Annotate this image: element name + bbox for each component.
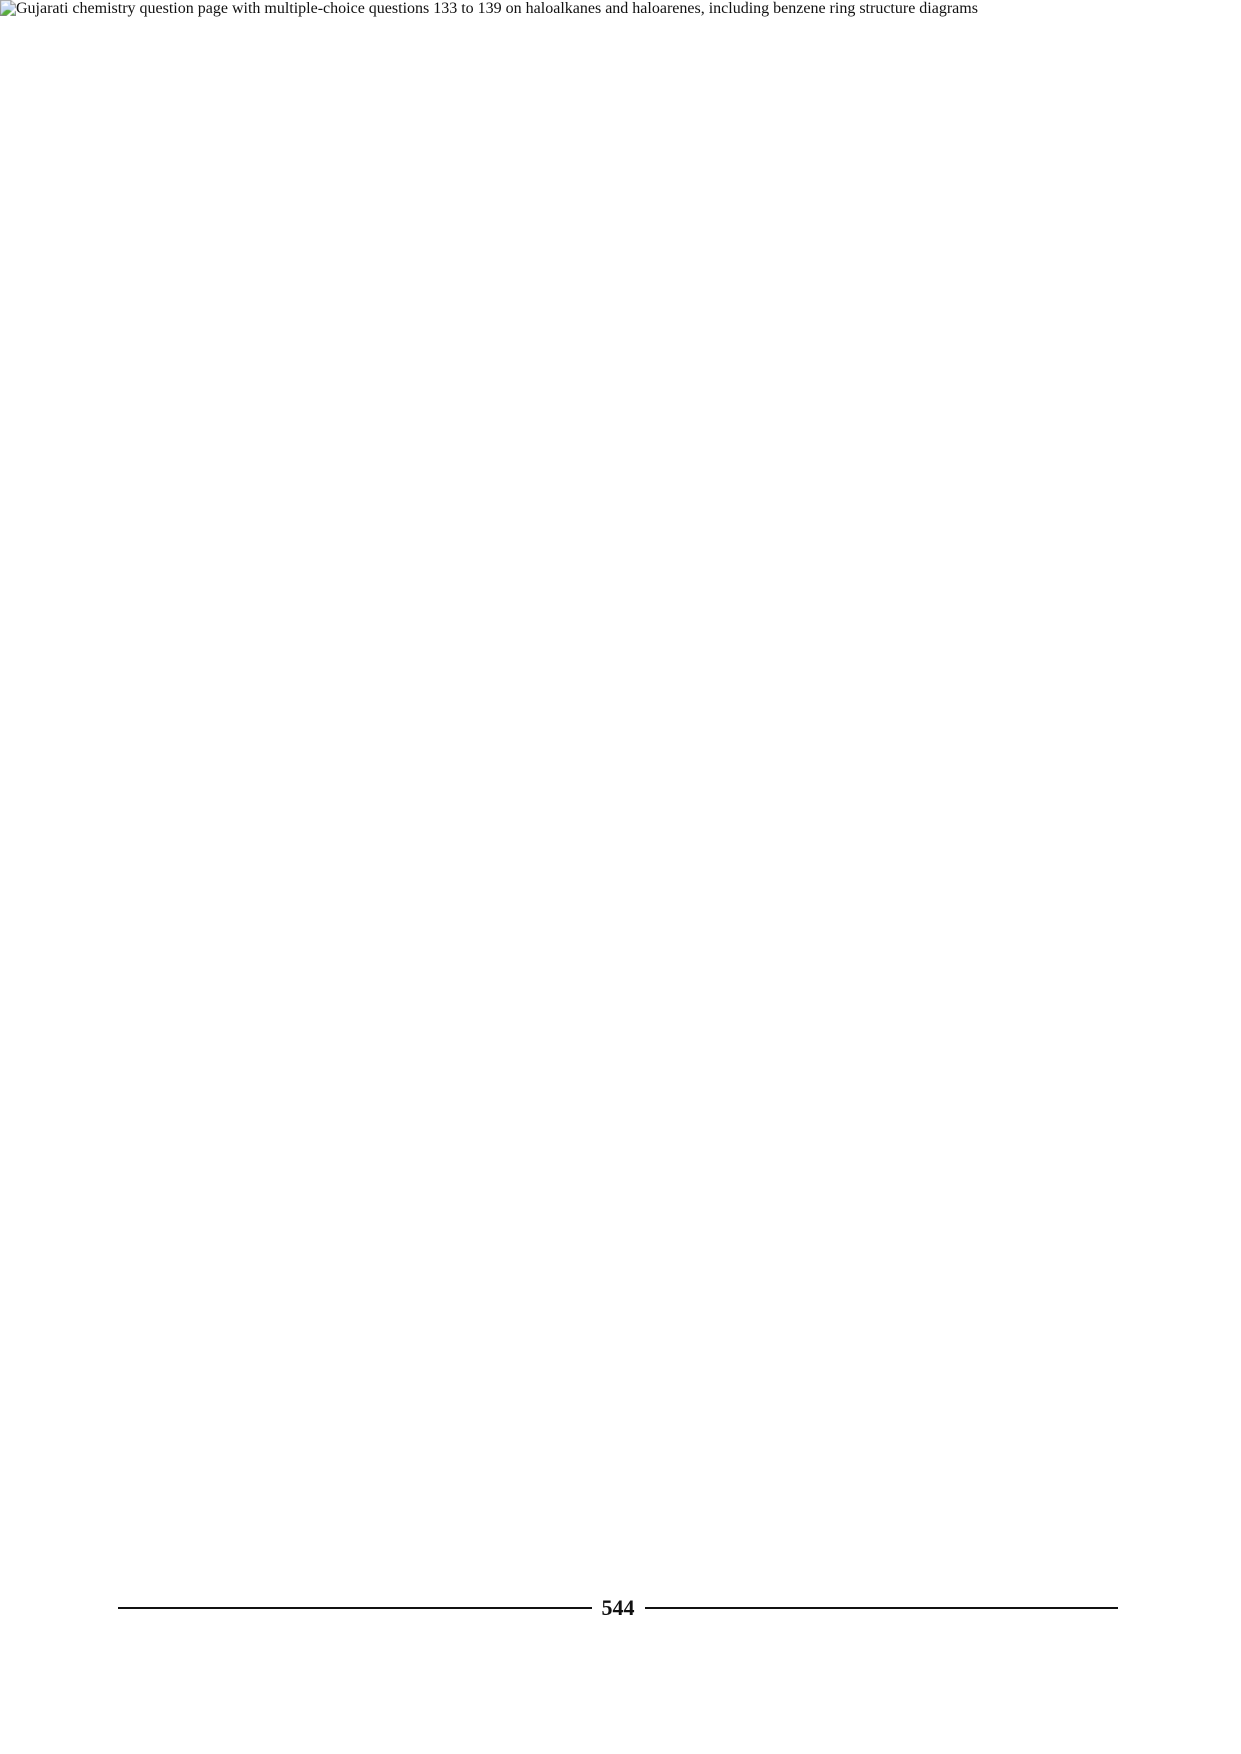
page-image [0,0,1241,18]
footer-rule-right [645,1607,1119,1609]
page-footer [118,1590,1118,1626]
page-number: 544 [601,1595,635,1620]
footer-rule-left [118,1607,592,1609]
